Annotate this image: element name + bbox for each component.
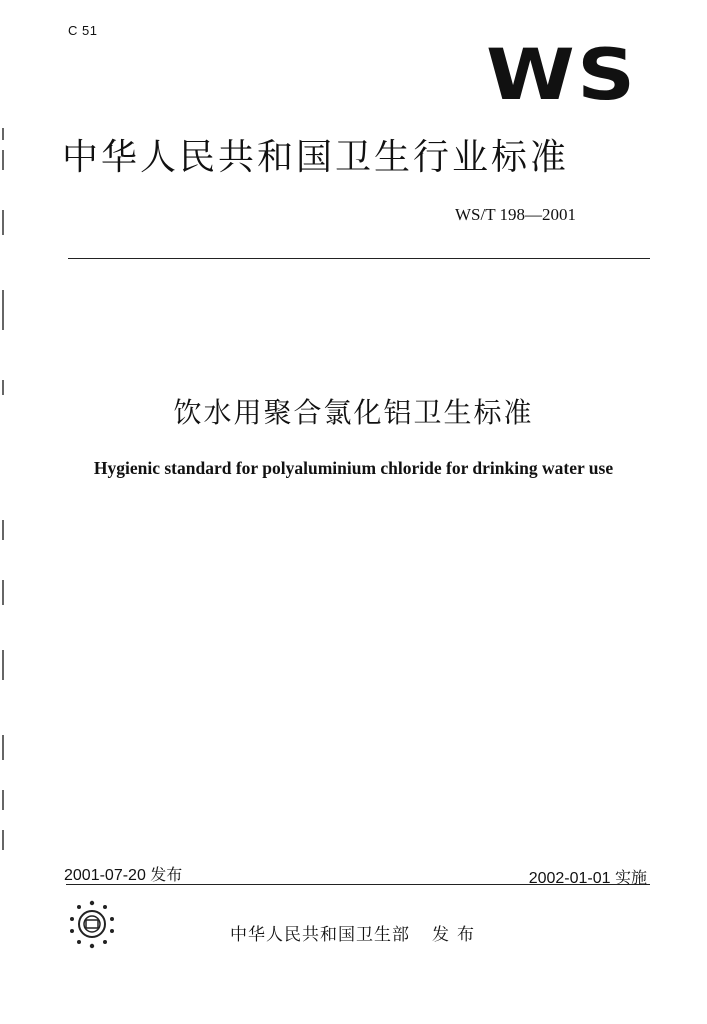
standard-number: WS/T 198—2001 bbox=[455, 205, 577, 224]
document-title-chinese: 饮水用聚合氯化铝卫生标准 bbox=[173, 396, 534, 429]
footer-divider bbox=[66, 884, 650, 885]
document-title-english: Hygienic standard for polyaluminium chloride for drinking water use bbox=[93, 458, 614, 478]
issue-date: 2001-07-20 发布 bbox=[64, 867, 183, 884]
implementation-date: 2002-01-01 实施 bbox=[528, 870, 647, 887]
organization-title: 中华人民共和国卫生行业标准 bbox=[62, 137, 570, 178]
publisher-name: 中华人民共和国卫生部 bbox=[230, 925, 410, 945]
publisher-line bbox=[230, 920, 482, 945]
ws-logo: WS bbox=[486, 34, 638, 116]
ministry-emblem-icon bbox=[66, 898, 118, 950]
publisher-verb: 发布 bbox=[432, 925, 482, 945]
scan-margin-marks bbox=[0, 0, 8, 1024]
classification-code: C 51 bbox=[68, 23, 98, 38]
header-divider bbox=[68, 258, 650, 259]
